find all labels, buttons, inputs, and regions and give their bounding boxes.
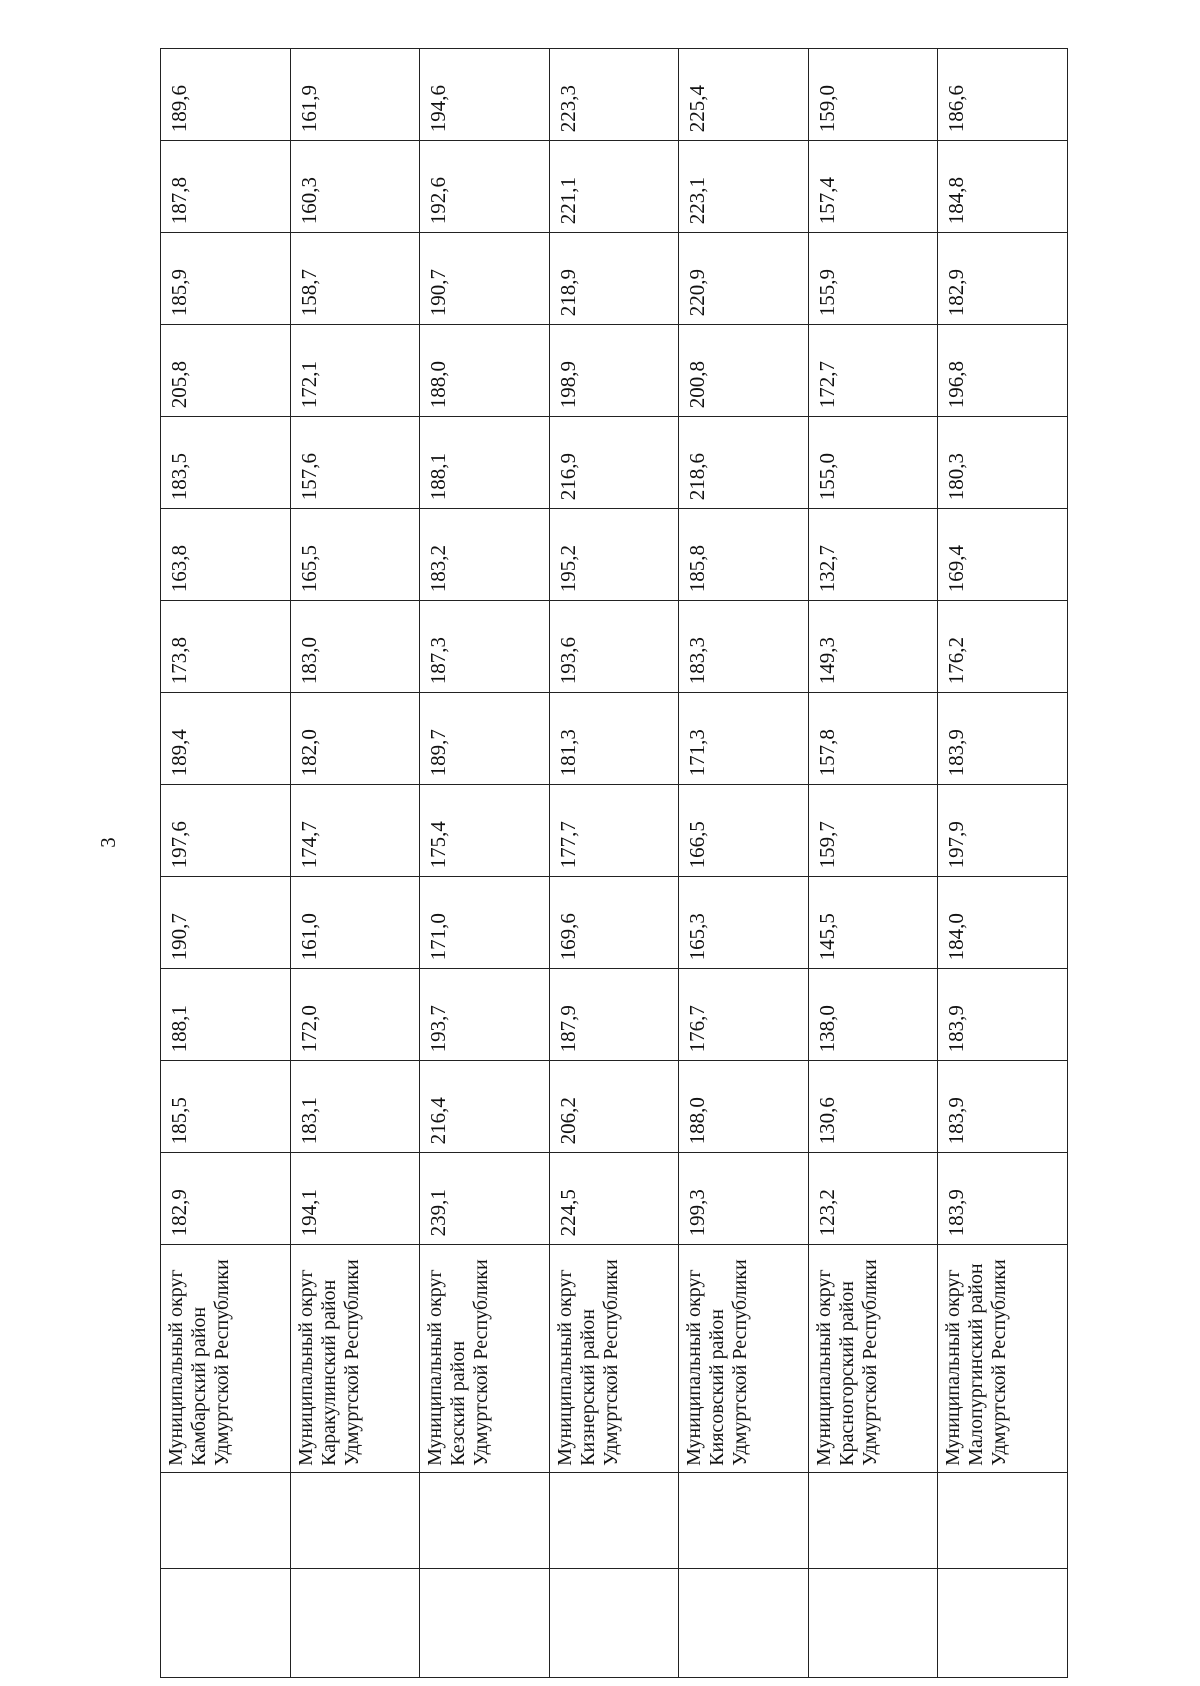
value-cell: 165,5 bbox=[290, 509, 420, 601]
value-cell: 220,9 bbox=[679, 233, 809, 325]
value-cell: 224,5 bbox=[549, 1153, 679, 1245]
value-cell: 216,4 bbox=[420, 1061, 550, 1153]
table-row bbox=[290, 49, 420, 1678]
value-cell: 176,7 bbox=[679, 969, 809, 1061]
value-cell: 157,6 bbox=[290, 417, 420, 509]
value-cell: 184,0 bbox=[938, 877, 1068, 969]
value-cell: 161,0 bbox=[290, 877, 420, 969]
value-cell: 173,8 bbox=[161, 601, 291, 693]
page-number: 3 bbox=[95, 837, 120, 848]
value-cell: 182,9 bbox=[938, 233, 1068, 325]
table-body bbox=[161, 49, 1068, 1678]
rotated-table-frame bbox=[160, 48, 1068, 1678]
value-cell: 186,6 bbox=[938, 49, 1068, 141]
empty-cell bbox=[290, 1472, 420, 1568]
value-cell: 182,9 bbox=[161, 1153, 291, 1245]
empty-cell bbox=[808, 1472, 938, 1568]
value-cell: 176,2 bbox=[938, 601, 1068, 693]
table-row bbox=[679, 49, 809, 1678]
value-cell: 225,4 bbox=[679, 49, 809, 141]
value-cell: 239,1 bbox=[420, 1153, 550, 1245]
value-cell: 188,1 bbox=[161, 969, 291, 1061]
value-cell: 194,1 bbox=[290, 1153, 420, 1245]
empty-cell bbox=[549, 1569, 679, 1678]
value-cell: 188,0 bbox=[420, 325, 550, 417]
value-cell: 174,7 bbox=[290, 785, 420, 877]
value-cell: 195,2 bbox=[549, 509, 679, 601]
value-cell: 145,5 bbox=[808, 877, 938, 969]
value-cell: 155,9 bbox=[808, 233, 938, 325]
value-cell: 185,5 bbox=[161, 1061, 291, 1153]
value-cell: 190,7 bbox=[161, 877, 291, 969]
value-cell: 187,3 bbox=[420, 601, 550, 693]
value-cell: 132,7 bbox=[808, 509, 938, 601]
value-cell: 183,1 bbox=[290, 1061, 420, 1153]
value-cell: 172,0 bbox=[290, 969, 420, 1061]
value-cell: 193,7 bbox=[420, 969, 550, 1061]
table-row bbox=[808, 49, 938, 1678]
statistics-table bbox=[160, 48, 1068, 1678]
table-row bbox=[161, 49, 291, 1678]
municipality-name-cell: Муниципальный округ Кезский район Удмуртской Республики bbox=[420, 1245, 550, 1472]
value-cell: 223,3 bbox=[549, 49, 679, 141]
value-cell: 171,3 bbox=[679, 693, 809, 785]
empty-cell bbox=[290, 1569, 420, 1678]
value-cell: 166,5 bbox=[679, 785, 809, 877]
value-cell: 189,4 bbox=[161, 693, 291, 785]
value-cell: 205,8 bbox=[161, 325, 291, 417]
value-cell: 183,2 bbox=[420, 509, 550, 601]
value-cell: 193,6 bbox=[549, 601, 679, 693]
value-cell: 160,3 bbox=[290, 141, 420, 233]
value-cell: 183,9 bbox=[938, 693, 1068, 785]
value-cell: 216,9 bbox=[549, 417, 679, 509]
value-cell: 197,6 bbox=[161, 785, 291, 877]
empty-cell bbox=[938, 1569, 1068, 1678]
value-cell: 180,3 bbox=[938, 417, 1068, 509]
empty-cell bbox=[161, 1569, 291, 1678]
value-cell: 149,3 bbox=[808, 601, 938, 693]
value-cell: 172,1 bbox=[290, 325, 420, 417]
value-cell: 183,9 bbox=[938, 969, 1068, 1061]
table-row bbox=[938, 49, 1068, 1678]
value-cell: 223,1 bbox=[679, 141, 809, 233]
value-cell: 218,6 bbox=[679, 417, 809, 509]
empty-cell bbox=[679, 1569, 809, 1678]
value-cell: 183,5 bbox=[161, 417, 291, 509]
value-cell: 184,8 bbox=[938, 141, 1068, 233]
empty-cell bbox=[161, 1472, 291, 1568]
empty-cell bbox=[808, 1569, 938, 1678]
value-cell: 218,9 bbox=[549, 233, 679, 325]
value-cell: 158,7 bbox=[290, 233, 420, 325]
value-cell: 194,6 bbox=[420, 49, 550, 141]
value-cell: 183,9 bbox=[938, 1061, 1068, 1153]
empty-cell bbox=[679, 1472, 809, 1568]
municipality-name-cell: Муниципальный округ Малопургинский район Удмуртской Республики bbox=[938, 1245, 1068, 1472]
value-cell: 189,6 bbox=[161, 49, 291, 141]
empty-cell bbox=[420, 1472, 550, 1568]
empty-cell bbox=[938, 1472, 1068, 1568]
value-cell: 159,7 bbox=[808, 785, 938, 877]
table-row bbox=[549, 49, 679, 1678]
municipality-name-cell: Муниципальный округ Камбарский район Удмуртской Республики bbox=[161, 1245, 291, 1472]
value-cell: 163,8 bbox=[161, 509, 291, 601]
value-cell: 198,9 bbox=[549, 325, 679, 417]
value-cell: 157,4 bbox=[808, 141, 938, 233]
value-cell: 183,9 bbox=[938, 1153, 1068, 1245]
value-cell: 197,9 bbox=[938, 785, 1068, 877]
value-cell: 190,7 bbox=[420, 233, 550, 325]
value-cell: 169,6 bbox=[549, 877, 679, 969]
value-cell: 185,8 bbox=[679, 509, 809, 601]
table-row bbox=[420, 49, 550, 1678]
value-cell: 181,3 bbox=[549, 693, 679, 785]
value-cell: 155,0 bbox=[808, 417, 938, 509]
value-cell: 172,7 bbox=[808, 325, 938, 417]
value-cell: 183,3 bbox=[679, 601, 809, 693]
value-cell: 189,7 bbox=[420, 693, 550, 785]
value-cell: 130,6 bbox=[808, 1061, 938, 1153]
value-cell: 199,3 bbox=[679, 1153, 809, 1245]
value-cell: 157,8 bbox=[808, 693, 938, 785]
value-cell: 175,4 bbox=[420, 785, 550, 877]
municipality-name-cell: Муниципальный округ Каракулинский район Удмуртской Республики bbox=[290, 1245, 420, 1472]
value-cell: 196,8 bbox=[938, 325, 1068, 417]
value-cell: 159,0 bbox=[808, 49, 938, 141]
municipality-name-cell: Муниципальный округ Киясовский район Удмуртской Республики bbox=[679, 1245, 809, 1472]
value-cell: 221,1 bbox=[549, 141, 679, 233]
value-cell: 188,1 bbox=[420, 417, 550, 509]
value-cell: 171,0 bbox=[420, 877, 550, 969]
value-cell: 138,0 bbox=[808, 969, 938, 1061]
value-cell: 161,9 bbox=[290, 49, 420, 141]
value-cell: 192,6 bbox=[420, 141, 550, 233]
value-cell: 188,0 bbox=[679, 1061, 809, 1153]
municipality-name-cell: Муниципальный округ Красногорский район Удмуртской Республики bbox=[808, 1245, 938, 1472]
value-cell: 177,7 bbox=[549, 785, 679, 877]
value-cell: 206,2 bbox=[549, 1061, 679, 1153]
value-cell: 165,3 bbox=[679, 877, 809, 969]
empty-cell bbox=[549, 1472, 679, 1568]
value-cell: 123,2 bbox=[808, 1153, 938, 1245]
value-cell: 185,9 bbox=[161, 233, 291, 325]
value-cell: 183,0 bbox=[290, 601, 420, 693]
table-container bbox=[160, 48, 1068, 1678]
municipality-name-cell: Муниципальный округ Кизнерский район Удмуртской Республики bbox=[549, 1245, 679, 1472]
value-cell: 200,8 bbox=[679, 325, 809, 417]
empty-cell bbox=[420, 1569, 550, 1678]
value-cell: 182,0 bbox=[290, 693, 420, 785]
value-cell: 169,4 bbox=[938, 509, 1068, 601]
value-cell: 187,8 bbox=[161, 141, 291, 233]
value-cell: 187,9 bbox=[549, 969, 679, 1061]
